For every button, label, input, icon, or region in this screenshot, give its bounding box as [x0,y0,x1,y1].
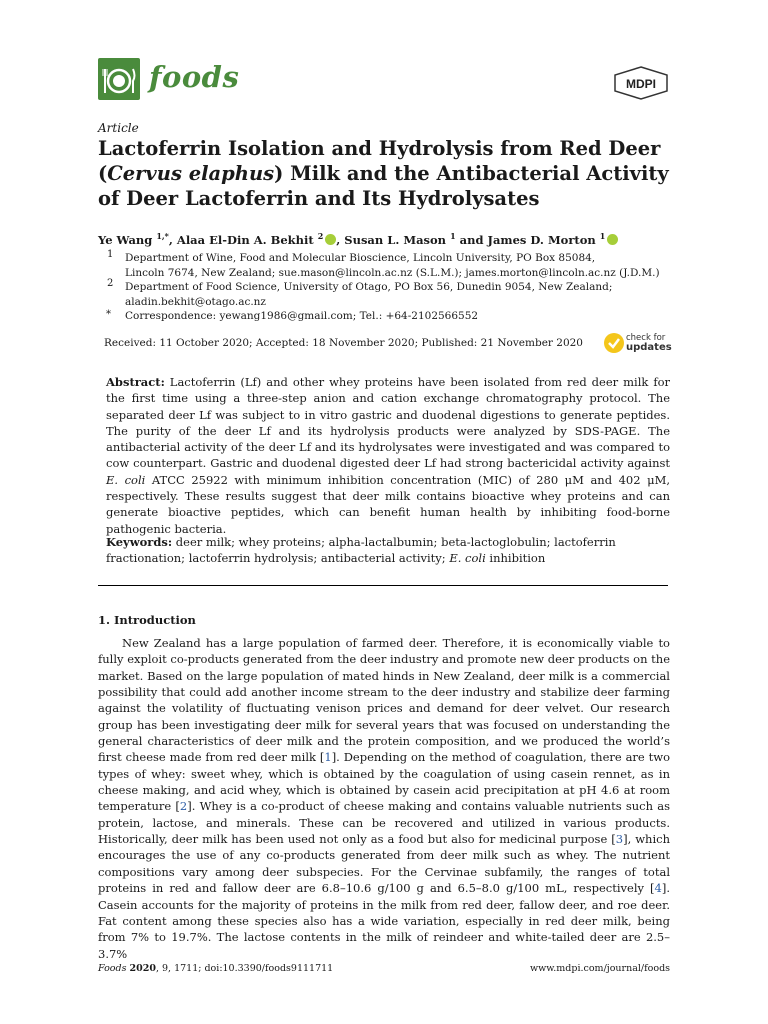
citation-link[interactable]: 2 [179,799,188,814]
orcid-icon[interactable] [607,234,618,245]
publisher-name: MDPI [626,77,656,91]
author[interactable]: Alaa El-Din A. Bekhit $^2$ [177,233,336,247]
introduction-paragraph: New Zealand has a large population of farmed deer. Therefore, it is economically viable to fully exploit co-products generated from the deer industry and promote new deer products on the market. Based on the large population of mated hinds in New Zealand, deer milk is a commercial possibility that could add another income stream to the deer industry and stabilize deer farming against the volatility of fluctuating venison prices and demand for deer velvet. Our research group has been investigating deer milk for several years that was focused on understanding the general characteristics of deer milk and the protein composition, and we produced the world’s first cheese made from red deer milk [1]. Depending on the method of coagulation, there are two types of whey: sweet whey, which is obtained by the coagulation of using casein rennet, as in cheese making, and acid whey, which is obtained by casein acid precipitation at pH 4.6 at room temperature [2]. Whey is a co-product of cheese making and contains valuable nutrients such as protein, lactose, and minerals. These can be recovered and utilized in various products. Historically, deer milk has been used not only as a food but also for medicinal purpose [3], which encourages the use of any co-products generated from deer milk such as whey. The nutrient compositions vary among deer subspecies. For the Cervinae subfamily, the ranges of total proteins in red and fallow deer are 6.8–10.6 g/100 g and 6.5–8.0 g/100 mL, respectively [4]. Casein accounts for the majority of proteins in the milk from red deer, fallow deer, and roe deer. Fat content among these species also has a wide variation, especially in red deer milk, being from 7% to 19.7%. The lactose contents in the milk of reindeer and white-tailed deer are 2.5–3.7% [98,636,670,961]
section-heading: 1. Introduction [98,613,196,627]
section-divider [98,585,668,586]
citation-link[interactable]: 4 [654,881,662,896]
mdpi-logo [612,66,670,100]
affiliation: Department of Wine, Food and Molecular Bioscience, Lincoln University, PO Box 85084, Lincoln 7674, New Zealand; sue.mason@lincoln.ac.nz (S.L.M.); james.morton@lincoln.ac.nz (J.D.M.) [125,252,660,279]
affiliation-mark: 1 [107,249,114,260]
orcid-icon[interactable] [325,234,336,245]
check-updates-label: check for updates [626,333,672,353]
author-list: Ye Wang $^{1,*}$, Alaa El-Din A. Bekhit $^2$ , Susan L. Mason $^1$ and James D. Morton $^1$ [98,231,618,247]
keywords: Keywords: deer milk; whey proteins; alpha-lactalbumin; beta-lactoglobulin; lactoferrin fractionation; lactoferrin hydrolysis; antibacterial activity; E. coli inhibition [106,535,616,566]
author[interactable]: Ye Wang $^{1,*}$ [98,231,169,247]
citation-link[interactable]: 1 [324,750,332,765]
paper-title: Lactoferrin Isolation and Hydrolysis from Red Deer (Cervus elaphus) Milk and the Antibacterial Activity of Deer Lactoferrin and Its Hydrolysates [98,137,669,210]
author[interactable]: James D. Morton $^1$ [488,233,619,247]
affiliation-mark: * [106,309,111,320]
check-updates-icon [603,332,625,354]
journal-url[interactable]: www.mdpi.com/journal/foods [530,963,671,974]
publication-dates: Received: 11 October 2020; Accepted: 18 November 2020; Published: 21 November 2020 [104,337,583,349]
foods-logo-icon [98,58,140,100]
journal-name: foods [149,60,240,94]
article-type: Article [98,121,139,135]
affiliation-mark: 2 [107,278,114,289]
author[interactable]: Susan L. Mason $^1$ [344,231,456,247]
abstract: Abstract: Lactoferrin (Lf) and other whey proteins have been isolated from red deer milk for the first time using a three-step anion and cation exchange chromatography protocol. The separated deer Lf was subject to in vitro gastric and duodenal digestions to generate peptides. The purity of the deer Lf and its hydrolysis products were analyzed by SDS-PAGE. The antibacterial activity of the deer Lf and its hydrolysates were investigated and was compared to cow counterpart. Gastric and duodenal digested deer Lf had strong bactericidal activity against E. coli ATCC 25922 with minimum inhibition concentration (MIC) of 280 μM and 402 μM, respectively. These results suggest that deer milk contains bioactive whey proteins and can generate bioactive peptides, which can benefit human health by inhibiting food-borne pathogenic bacteria. [106,375,670,536]
citation-footer: Foods 2020, 9, 1711; doi:10.3390/foods9111711 [98,963,334,974]
correspondence: Correspondence: yewang1986@gmail.com; Tel.: +64-2102566552 [125,310,479,322]
citation-link[interactable]: 3 [615,832,624,847]
affiliation: Department of Food Science, University of Otago, PO Box 56, Dunedin 9054, New Zealand; aladin.bekhit@otago.ac.nz [125,281,613,308]
